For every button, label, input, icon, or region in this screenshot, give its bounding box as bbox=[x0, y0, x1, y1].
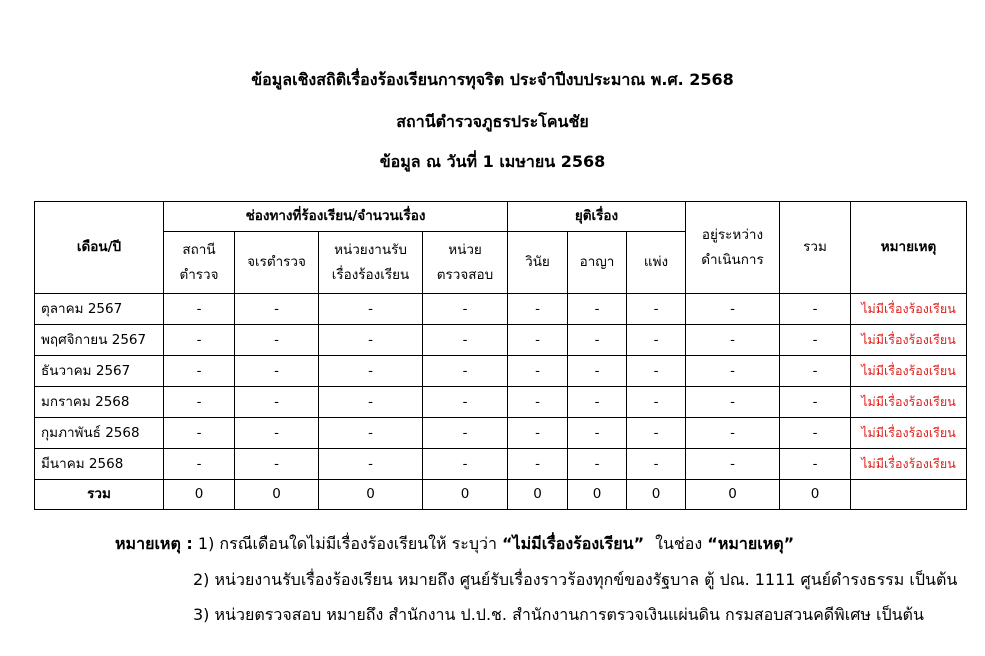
row-remark: ไม่มีเรื่องร้องเรียน bbox=[851, 325, 967, 356]
header-remark: หมายเหตุ bbox=[851, 202, 967, 294]
row-cell: - bbox=[568, 387, 627, 418]
row-month: มกราคม 2568 bbox=[35, 387, 164, 418]
row-month: มีนาคม 2568 bbox=[35, 449, 164, 480]
row-month: กุมภาพันธ์ 2568 bbox=[35, 418, 164, 449]
row-cell: - bbox=[508, 449, 568, 480]
row-remark: ไม่มีเรื่องร้องเรียน bbox=[851, 418, 967, 449]
row-remark: ไม่มีเรื่องร้องเรียน bbox=[851, 449, 967, 480]
row-cell: - bbox=[164, 294, 235, 325]
row-cell: - bbox=[319, 325, 423, 356]
table-row bbox=[35, 449, 967, 480]
row-cell: - bbox=[686, 325, 780, 356]
header-in-progress bbox=[686, 202, 780, 294]
header-total: รวม bbox=[780, 202, 851, 294]
row-cell: - bbox=[627, 418, 686, 449]
total-cell: 0 bbox=[627, 480, 686, 510]
header-channel-audit-unit bbox=[423, 232, 508, 294]
row-cell: - bbox=[423, 387, 508, 418]
table-row bbox=[35, 294, 967, 325]
row-cell: - bbox=[235, 418, 319, 449]
row-cell: - bbox=[235, 325, 319, 356]
row-remark: ไม่มีเรื่องร้องเรียน bbox=[851, 387, 967, 418]
total-label: รวม bbox=[35, 480, 164, 510]
row-cell: - bbox=[164, 325, 235, 356]
total-cell: 0 bbox=[319, 480, 423, 510]
row-cell: - bbox=[686, 387, 780, 418]
station-name: สถานีตำรวจภูธรประโคนชัย bbox=[396, 112, 589, 131]
row-cell: - bbox=[164, 387, 235, 418]
header-resolved-criminal: อาญา bbox=[568, 232, 627, 294]
row-cell: - bbox=[423, 449, 508, 480]
remark-1-prefix: 1) กรณีเดือนใดไม่มีเรื่องร้องเรียนให้ ระบุว่า bbox=[197, 534, 497, 553]
row-cell: - bbox=[627, 449, 686, 480]
header-in-progress-line2: ดำเนินการ bbox=[701, 251, 764, 268]
total-row bbox=[35, 480, 967, 510]
total-cell: 0 bbox=[686, 480, 780, 510]
complaint-statistics-table bbox=[34, 201, 967, 510]
header-channel-line1: สถานี bbox=[182, 241, 216, 258]
header-channel-line1: จเรตำรวจ bbox=[247, 254, 306, 271]
row-cell: - bbox=[319, 356, 423, 387]
total-remark bbox=[851, 480, 967, 510]
header-resolved-discipline: วินัย bbox=[508, 232, 568, 294]
header-resolved-group: ยุติเรื่อง bbox=[508, 202, 686, 232]
header-channels-group: ช่องทางที่ร้องเรียน/จำนวนเรื่อง bbox=[164, 202, 508, 232]
row-cell: - bbox=[780, 356, 851, 387]
row-month: พฤศจิกายน 2567 bbox=[35, 325, 164, 356]
row-month: ตุลาคม 2567 bbox=[35, 294, 164, 325]
row-cell: - bbox=[686, 418, 780, 449]
row-cell: - bbox=[780, 387, 851, 418]
row-cell: - bbox=[319, 294, 423, 325]
header-in-progress-line1: อยู่ระหว่าง bbox=[701, 226, 764, 243]
header-channel-receiving-agency bbox=[319, 232, 423, 294]
row-cell: - bbox=[568, 294, 627, 325]
row-cell: - bbox=[235, 294, 319, 325]
row-cell: - bbox=[164, 449, 235, 480]
row-cell: - bbox=[423, 418, 508, 449]
total-cell: 0 bbox=[423, 480, 508, 510]
total-cell: 0 bbox=[235, 480, 319, 510]
row-cell: - bbox=[780, 418, 851, 449]
header-resolved-civil: แพ่ง bbox=[627, 232, 686, 294]
remark-1-middle: ในช่อง bbox=[655, 534, 703, 553]
row-cell: - bbox=[627, 387, 686, 418]
total-cell: 0 bbox=[568, 480, 627, 510]
row-cell: - bbox=[423, 356, 508, 387]
row-cell: - bbox=[568, 325, 627, 356]
row-cell: - bbox=[686, 356, 780, 387]
row-cell: - bbox=[164, 418, 235, 449]
header-channel-police-station bbox=[164, 232, 235, 294]
remark-1-quote-remark: “หมายเหตุ” bbox=[707, 534, 795, 553]
table-row bbox=[35, 325, 967, 356]
table-row bbox=[35, 418, 967, 449]
table-row bbox=[35, 387, 967, 418]
row-cell: - bbox=[319, 387, 423, 418]
row-cell: - bbox=[319, 418, 423, 449]
header-channel-line2: ตำรวจ bbox=[179, 266, 219, 283]
header-channel-line1: หน่วยงานรับ bbox=[334, 241, 407, 258]
total-cell: 0 bbox=[164, 480, 235, 510]
row-cell: - bbox=[780, 294, 851, 325]
row-cell: - bbox=[508, 387, 568, 418]
row-cell: - bbox=[508, 356, 568, 387]
row-cell: - bbox=[508, 325, 568, 356]
remark-1-quote-no-complaint: “ไม่มีเรื่องร้องเรียน” bbox=[502, 534, 645, 553]
row-cell: - bbox=[627, 356, 686, 387]
row-remark: ไม่มีเรื่องร้องเรียน bbox=[851, 356, 967, 387]
row-cell: - bbox=[568, 356, 627, 387]
report-title: ข้อมูลเชิงสถิติเรื่องร้องเรียนการทุจริต ประจำปีงบประมาณ พ.ศ. 2568 bbox=[251, 70, 734, 89]
header-channel-line2: ตรวจสอบ bbox=[436, 266, 494, 283]
row-cell: - bbox=[508, 418, 568, 449]
header-channel-line1: หน่วย bbox=[448, 241, 482, 258]
remarks-label: หมายเหตุ : bbox=[115, 534, 193, 553]
remark-line-3: 3) หน่วยตรวจสอบ หมายถึง สำนักงาน ป.ป.ช. สำนักงานการตรวจเงินแผ่นดิน กรมสอบสวนคดีพิเศษ เป็นต้น bbox=[193, 605, 924, 624]
row-cell: - bbox=[235, 356, 319, 387]
remark-line-2: 2) หน่วยงานรับเรื่องร้องเรียน หมายถึง ศูนย์รับเรื่องราวร้องทุกข์ของรัฐบาล ตู้ ปณ. 1111 ศูนย์ดำรงธรรม เป็นต้น bbox=[193, 570, 958, 589]
row-cell: - bbox=[235, 387, 319, 418]
row-cell: - bbox=[780, 325, 851, 356]
table-body bbox=[35, 294, 967, 510]
row-cell: - bbox=[423, 325, 508, 356]
row-cell: - bbox=[423, 294, 508, 325]
table-row bbox=[35, 356, 967, 387]
row-cell: - bbox=[780, 449, 851, 480]
total-cell: 0 bbox=[780, 480, 851, 510]
row-cell: - bbox=[686, 294, 780, 325]
remark-line-1 bbox=[115, 532, 794, 557]
total-cell: 0 bbox=[508, 480, 568, 510]
row-cell: - bbox=[686, 449, 780, 480]
row-cell: - bbox=[319, 449, 423, 480]
row-cell: - bbox=[568, 418, 627, 449]
row-remark: ไม่มีเรื่องร้องเรียน bbox=[851, 294, 967, 325]
row-cell: - bbox=[164, 356, 235, 387]
row-cell: - bbox=[235, 449, 319, 480]
row-cell: - bbox=[627, 294, 686, 325]
row-cell: - bbox=[508, 294, 568, 325]
row-cell: - bbox=[568, 449, 627, 480]
header-channel-inspector bbox=[235, 232, 319, 294]
as-of-date: ข้อมูล ณ วันที่ 1 เมษายน 2568 bbox=[379, 152, 606, 171]
header-month: เดือน/ปี bbox=[35, 202, 164, 294]
row-month: ธันวาคม 2567 bbox=[35, 356, 164, 387]
header-channel-line2: เรื่องร้องเรียน bbox=[331, 266, 410, 283]
row-cell: - bbox=[627, 325, 686, 356]
